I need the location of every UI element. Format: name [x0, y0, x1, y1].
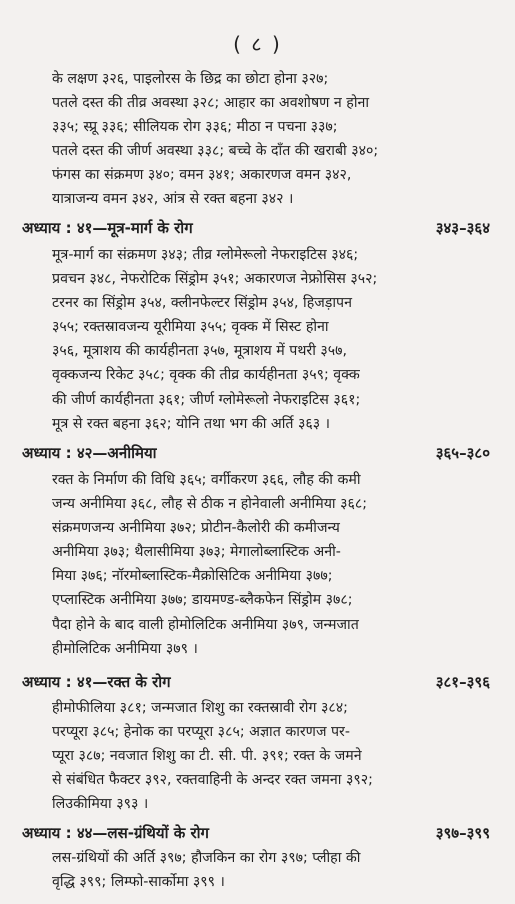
chapter-page-range: ३६५–३८० [435, 444, 490, 462]
chapter-title: अध्याय : ४२—अनीमिया [22, 444, 157, 462]
text-line: ३५६, मूत्राशय की कार्यहीनता ३५७, मूत्राशय में पथरी ३५७, [52, 343, 348, 360]
chapter-44-heading [22, 821, 490, 846]
chapter-43-heading [22, 670, 490, 695]
text-line: टरनर का सिंड्रोम ३५४, क्लीनफेल्टर सिंड्रोम ३५४, हिजड़ापन [52, 295, 352, 312]
text-line: पतले दस्त की तीव्र अवस्था ३२८; आहार का अवशोषण न होना [52, 95, 370, 112]
text-line: वृक्कजन्य रिकेट ३५८; वृक्क की तीव्र कार्यहीनता ३५९; वृक्क [52, 367, 360, 384]
text-line: लिउकीमिया ३९३ । [52, 796, 149, 813]
text-line: ३५५; रक्तस्रावजन्य यूरीमिया ३५५; वृक्क में सिस्ट होना [52, 319, 329, 336]
text-line: प्रवचन ३४८, नेफरोटिक सिंड्रोम ३५१; अकारणज नेफ्रोसिस ३५२; [52, 271, 378, 288]
text-line: पतले दस्त की जीर्ण अवस्था ३३८; बच्चे के दाँत की खराबी ३४०; [52, 143, 379, 160]
chapter-title: अध्याय : ४१—रक्त के रोग [22, 673, 171, 691]
text-line: अनीमिया ३७३; थैलासीमिया ३७३; मेगालोब्लास्टिक अनी- [52, 544, 341, 561]
chapter-44-entries [52, 846, 492, 894]
chapter-41-entries [52, 243, 492, 436]
text-line: यात्राजन्य वमन ३४२, आंत्र से रक्त बहना ३४२ । [52, 191, 294, 208]
text-line: हीमोलिटिक अनीमिया ३७९ । [52, 640, 198, 657]
text-line: वृद्धि ३९९; लिम्फो-सार्कोमा ३९९ । [52, 874, 225, 891]
chapter-43-entries [52, 696, 492, 816]
text-line: मूत्र से रक्त बहना ३६२; योनि तथा भग की अर्ति ३६३ । [52, 415, 331, 432]
text-line: जन्य अनीमिया ३६८, लौह से ठीक न होनेवाली अनीमिया ३६८; [52, 496, 368, 513]
chapter-title: अध्याय : ४१—मूत्र-मार्ग के रोग [22, 219, 193, 237]
text-line: एप्लास्टिक अनीमिया ३७७; डायमण्ड-ब्लैकफेन सिंड्रोम ३७८; [52, 592, 353, 609]
text-line: की जीर्ण कार्यहीनता ३६१; जीर्ण ग्लोमेरूलो नेफराइटिस ३६१; [52, 391, 361, 408]
text-line: फंगस का संक्रमण ३४०; वमन ३४१; अकारणज वमन ३४२, [52, 167, 352, 184]
text-line: रक्त के निर्माण की विधि ३६५; वर्गीकरण ३६६, लौह की कमी [52, 472, 361, 488]
chapter-42-heading [22, 441, 490, 466]
text-line: पैदा होने के बाद वाली होमोलिटिक अनीमिया ३७९, जन्मजात [52, 616, 359, 633]
chapter-41-heading [22, 216, 490, 241]
text-line: प्यूरा ३८७; नवजात शिशु का टी. सी. पी. ३९१; रक्त के जमने [52, 748, 362, 765]
chapter-title: अध्याय : ४४—लस-ग्रंथियों के रोग [22, 824, 209, 842]
text-line: से संबंधित फैक्टर ३९२, रक्तवाहिनी के अन्दर रक्त जमना ३९२; [52, 772, 373, 789]
chapter-page-range: ३८१–३९६ [435, 673, 490, 691]
text-line: हीमोफीलिया ३८१; जन्मजात शिशु का रक्तस्रावी रोग ३८४; [52, 700, 348, 716]
chapter-42-entries [52, 468, 492, 661]
page-number: ( ८ ) [233, 32, 282, 56]
chapter-page-range: ३९७–३९९ [435, 824, 490, 842]
text-line: संक्रमणजन्य अनीमिया ३७२; प्रोटीन-कैलोरी की कमीजन्य [52, 520, 340, 537]
chapter-page-range: ३४३–३६४ [435, 219, 490, 237]
text-line: लस-ग्रंथियों की अर्ति ३९७; हौजकिन का रोग ३९७; प्लीहा की [52, 850, 361, 866]
text-line: ३३५; स्प्रू ३३६; सीलियक रोग ३३६; मीठा न पचना ३३७; [52, 119, 338, 136]
text-line: के लक्षण ३२६, पाइलोरस के छिद्र का छोटा होना ३२७; [52, 71, 329, 87]
text-line: मिया ३७६; नॉरमोब्लास्टिक-मैक्रोसिटिक अनीमिया ३७७; [52, 568, 333, 585]
chapter-40-continued-entries [52, 67, 492, 212]
text-line: मूत्र-मार्ग का संक्रमण ३४३; तीव्र ग्लोमेरूलो नेफराइटिस ३४६; [52, 247, 359, 263]
text-line: परप्यूरा ३८५; हेनोक का परप्यूरा ३८५; अज्ञात कारणज पर- [52, 724, 350, 741]
